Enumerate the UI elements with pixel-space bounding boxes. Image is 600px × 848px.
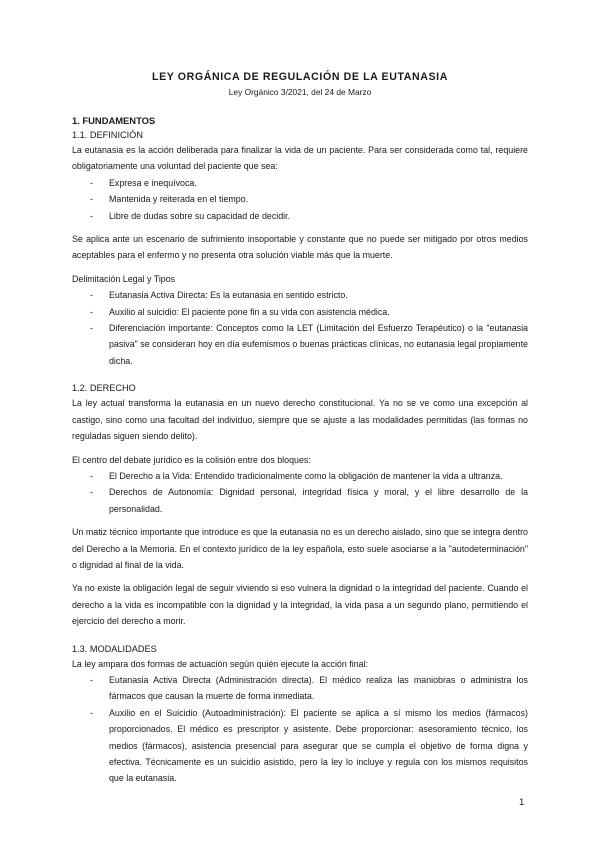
derecho-paragraph-1: La ley actual transforma la eutanasia en un nuevo derecho constitucional. Ya no se ve como una excepción al castigo, sino como una facultad del individuo, siempre que se ajuste a las modalidades permitidas (las formas no reguladas siguen siendo delito).: [72, 398, 528, 442]
document-title: LEY ORGÁNICA DE REGULACIÓN DE LA EUTANASIA: [152, 71, 448, 83]
list-item: - Auxilio en el Suicidio (Autoadministración): El paciente se aplica a sí mismo los medios (fármacos) proporcionados. El médico es prescriptor y asistente. Debe proporcionar: asesoramiento técnico, los medios (fármacos), asistencia presencial para asegurar que se cumpla el objetivo de forma digna y efectiva. Técnicamente es un suicidio asistido, pero la ley lo incluye y regula con los mismos requisitos que la eutanasia.: [90, 707, 528, 784]
modalidades-list: [72, 672, 528, 787]
document-page: [72, 70, 528, 787]
list-item: - Mantenida y reiterada en el tiempo.: [90, 194, 249, 205]
delimitacion-title: Delimitación Legal y Tipos: [72, 273, 176, 284]
subsection-heading-modalidades: 1.3. MODALIDADES: [72, 643, 157, 654]
page-number: 1: [519, 797, 525, 808]
subsection-heading-definicion: 1.1. DEFINICIÓN: [72, 130, 143, 140]
definicion-paragraph: Se aplica ante un escenario de sufrimiento insoportable y constante que no puede ser mitigado por otros medios aceptables para el enfermo y no presenta otra solución viable más que la muerte.: [72, 234, 528, 261]
derecho-list: [72, 468, 528, 517]
requirements-list: [72, 175, 528, 224]
subsection-heading-derecho: 1.2. DERECHO: [72, 383, 136, 394]
derecho-paragraph-3: Un matiz técnico importante que introduce es que la eutanasia no es un derecho aislado, sino que se integra dentro del Derecho a la Memoria. En el contexto jurídico de la ley española, esto suele asociarse a la "autodeterminación" o dignidad al final de la vida.: [72, 527, 528, 570]
document-subtitle: Ley Orgánico 3/2021, del 24 de Marzo: [228, 87, 372, 97]
list-item: - Auxilio al suicidio: El paciente pone fin a su vida con asistencia médica.: [90, 306, 390, 317]
list-item: - Derechos de Autonomía: Dignidad personal, integridad física y moral, y el libre desarrollo de la personalidad.: [90, 487, 528, 514]
list-item: - Diferenciación importante: Conceptos como la LET (Limitación del Esfuerzo Terapéutico) o la "eutanasia pasiva" se consideran hoy en día eufemismos o buenas prácticas clínicas, no eutanasia legal propiamente dicha.: [90, 323, 528, 366]
list-item: - Libre de dudas sobre su capacidad de decidir.: [90, 210, 291, 221]
delimitacion-list: [72, 287, 528, 369]
definicion-intro: La eutanasia es la acción deliberada para finalizar la vida de un paciente. Para ser considerada como tal, requiere obligatoriamente una voluntad del paciente que sea:: [72, 145, 528, 172]
list-item: - Expresa e inequívoca.: [90, 177, 197, 188]
derecho-paragraph-2: El centro del debate jurídico es la colisión entre dos bloques:: [72, 454, 311, 465]
derecho-paragraph-4: Ya no existe la obligación legal de seguir viviendo si eso vulnera la dignidad o la integridad del paciente. Cuando el derecho a la vida es incompatible con la dignidad y la integridad, la vida pasa a un segundo plano, permitiendo el ejercicio del derecho a morir.: [72, 583, 528, 627]
list-item: - Eutanasia Activa Directa (Administración directa). El médico realiza las maniobras o administra los fármacos que causan la muerte de forma inmediata.: [90, 674, 528, 702]
modalidades-intro: La ley ampara dos formas de actuación según quién ejecute la acción final:: [72, 658, 369, 669]
list-item: - Eutanasia Activa Directa: Es la eutanasia en sentido estricto.: [90, 290, 348, 301]
list-item: - El Derecho a la Vida: Entendido tradicionalmente como la obligación de mantener la vida a ultranza.: [90, 470, 503, 481]
section-heading-fundamentos: 1. FUNDAMENTOS: [72, 115, 156, 126]
